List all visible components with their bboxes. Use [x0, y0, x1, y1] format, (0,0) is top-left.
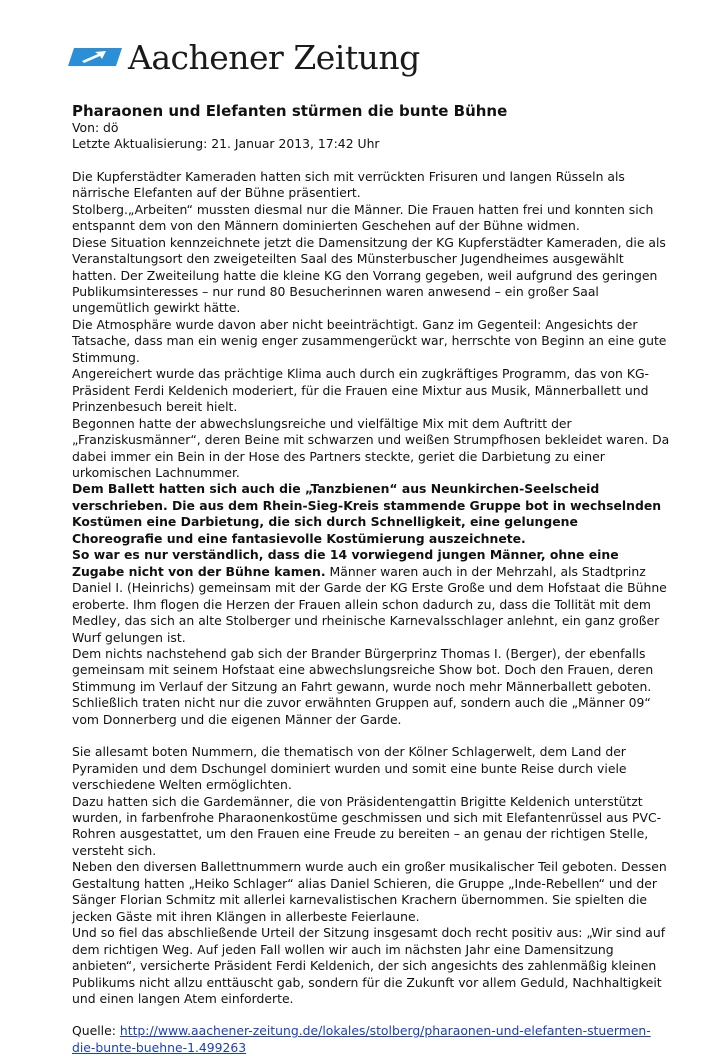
paragraph	[72, 547, 672, 646]
bold-text: So war es nur verständlich, dass die 14 vorwiegend jungen Männer, ohne eine Zugabe nicht von der Bühne kamen.	[72, 547, 619, 579]
paragraph-bold	[72, 481, 672, 547]
paragraph: Und so fiel das abschließende Urteil der Sitzung insgesamt doch recht positiv aus: „Wir sind auf dem richtigen Weg. Auf jeden Fall wollen wir auch im nächsten Jahr eine Damensitzung anbieten“, versicherte Präsident Ferdi Keldenich, der sich angesichts des zahlenmäßig kleinen Publikums nicht allzu enttäuscht gab, sondern für die Zukunft vor allem Geduld, Nachhaltigkeit und einen langen Atem einforderte.	[72, 925, 666, 1007]
source-line	[72, 1023, 672, 1056]
paragraph: Dem nichts nachstehend gab sich der Brander Bürgerprinz Thomas I. (Berger), der ebenfalls gemeinsam mit seinem Hofstaat eine abwechslungsreiche Show bot. Doch den Frauen, deren Stimmung im Verlauf der Sitzung an Fahrt gewann, wurde noch mehr Männerballett geboten. Schließlich traten nicht nur die zuvor erwähnten Gruppen auf, sondern auch die „Männer 09“ vom Donnerberg und die eigenen Männer der Garde.	[72, 645, 654, 727]
source-label: Quelle:	[72, 1023, 120, 1039]
paragraph: Die Atmosphäre wurde davon aber nicht beeinträchtigt. Ganz im Gegenteil: Angesichts der Tatsache, dass man ein wenig enger zusammengerückt war, herrschte von Beginn an eine gute Stimmung.	[72, 316, 667, 365]
source-link[interactable]: http://www.aachener-zeitung.de/lokales/stolberg/pharaonen-und-elefanten-stuermen-die-bunte-buehne-1.499263	[72, 1023, 651, 1055]
aachener-zeitung-logo	[68, 34, 420, 80]
article	[72, 102, 672, 1056]
article-meta	[72, 120, 672, 169]
updated-line: Letzte Aktualisierung: 21. Januar 2013, 17:42 Uhr	[72, 136, 380, 152]
logo-arrow-icon	[68, 46, 122, 68]
paragraph: Neben den diversen Ballettnummern wurde auch ein großer musikalischer Teil geboten. Dessen Gestaltung hatten „Heiko Schlager“ alias Daniel Schieren, die Gruppe „Inde-Rebellen“ und der Sänger Florian Schmitz mit allerlei karnevalistischen Krachern übernommen. Sie spielten die jecken Gäste mit ihren Klängen in allerbeste Feierlaune.	[72, 859, 667, 924]
paragraph: Sie allesamt boten Nummern, die thematisch von der Kölner Schlagerwelt, dem Land der Pyramiden und dem Dschungel dominiert wurden und somit eine bunte Reise durch viele verschiedene Welten ermöglichten.	[72, 744, 627, 793]
paragraph: Dazu hatten sich die Gardemänner, die von Präsidentengattin Brigitte Keldenich unterstützt wurden, in farbenfrohe Pharaonenkostüme geschmissen und sich mit Elefantenrüssel aus PVC-Rohren ausgestattet, um den Frauen eine Freude zu bereiten – an genau der richtigen Stelle, versteht sich.	[72, 793, 662, 858]
article-body	[72, 169, 672, 1008]
brand-name: Aachener Zeitung	[128, 37, 420, 77]
bold-text: Dem Ballett hatten sich auch die „Tanzbienen“ aus Neunkirchen-Seelscheid verschrieben. Die aus dem Rhein-Sieg-Kreis stammende Gruppe bot in wechselnden Kostümen eine Darbietung, die sich durch Schnelligkeit, eine gelungene Choreografie und eine fantasievolle Kostümierung auszeichnete.	[72, 481, 662, 546]
paragraph: Die Kupferstädter Kameraden hatten sich mit verrückten Frisuren und langen Rüsseln als närrische Elefanten auf der Bühne präsentiert.	[72, 168, 625, 201]
article-title: Pharaonen und Elefanten stürmen die bunte Bühne	[72, 102, 508, 120]
paragraph: Stolberg.„Arbeiten“ mussten diesmal nur die Männer. Die Frauen hatten frei und konnten sich entspannt dem von den Männern dominierten Geschehen auf der Bühne widmen.	[72, 201, 654, 234]
paragraph: Diese Situation kennzeichnete jetzt die Damensitzung der KG Kupferstädter Kameraden, die als Veranstaltungsort den zweigeteilten Saal des Münsterbuscher Jugendheimes ausgewählt hatten. Der Zweiteilung hatte die kleine KG den Vorrang gegeben, weil aufgrund des geringen Publikumsinteresses – nur rund 80 Besucherinnen waren anwesend – ein großer Saal ungemütlich gewirkt hätte.	[72, 234, 666, 316]
paragraph-text: Männer waren auch in der Mehrzahl, als Stadtprinz Daniel I. (Heinrichs) gemeinsam mit der Garde der KG Erste Große und dem Hofstaat die Bühne eroberte. Ihm flogen die Herzen der Frauen allein schon dadurch zu, dass die Tollität mit dem Medley, das sich an alte Stolberger und rheinische Karnevalsschlager anlehnt, ein ganz großer Wurf gelungen ist.	[72, 563, 667, 645]
author-line: Von: dö	[72, 120, 119, 135]
paragraph: Begonnen hatte der abwechslungsreiche und vielfältige Mix mit dem Auftritt der „Franziskusmänner“, deren Beine mit schwarzen und weißen Strumpfhosen bekleidet waren. Da dabei immer ein Bein in der Hose des Partners steckte, geriet die Darbietung zu einer urkomischen Lachnummer.	[72, 415, 670, 480]
paragraph: Angereichert wurde das prächtige Klima auch durch ein zugkräftiges Programm, das von KG-Präsident Ferdi Keldenich moderiert, für die Frauen eine Mixtur aus Musik, Männerballett und Prinzenbesuch bereit hielt.	[72, 366, 650, 415]
